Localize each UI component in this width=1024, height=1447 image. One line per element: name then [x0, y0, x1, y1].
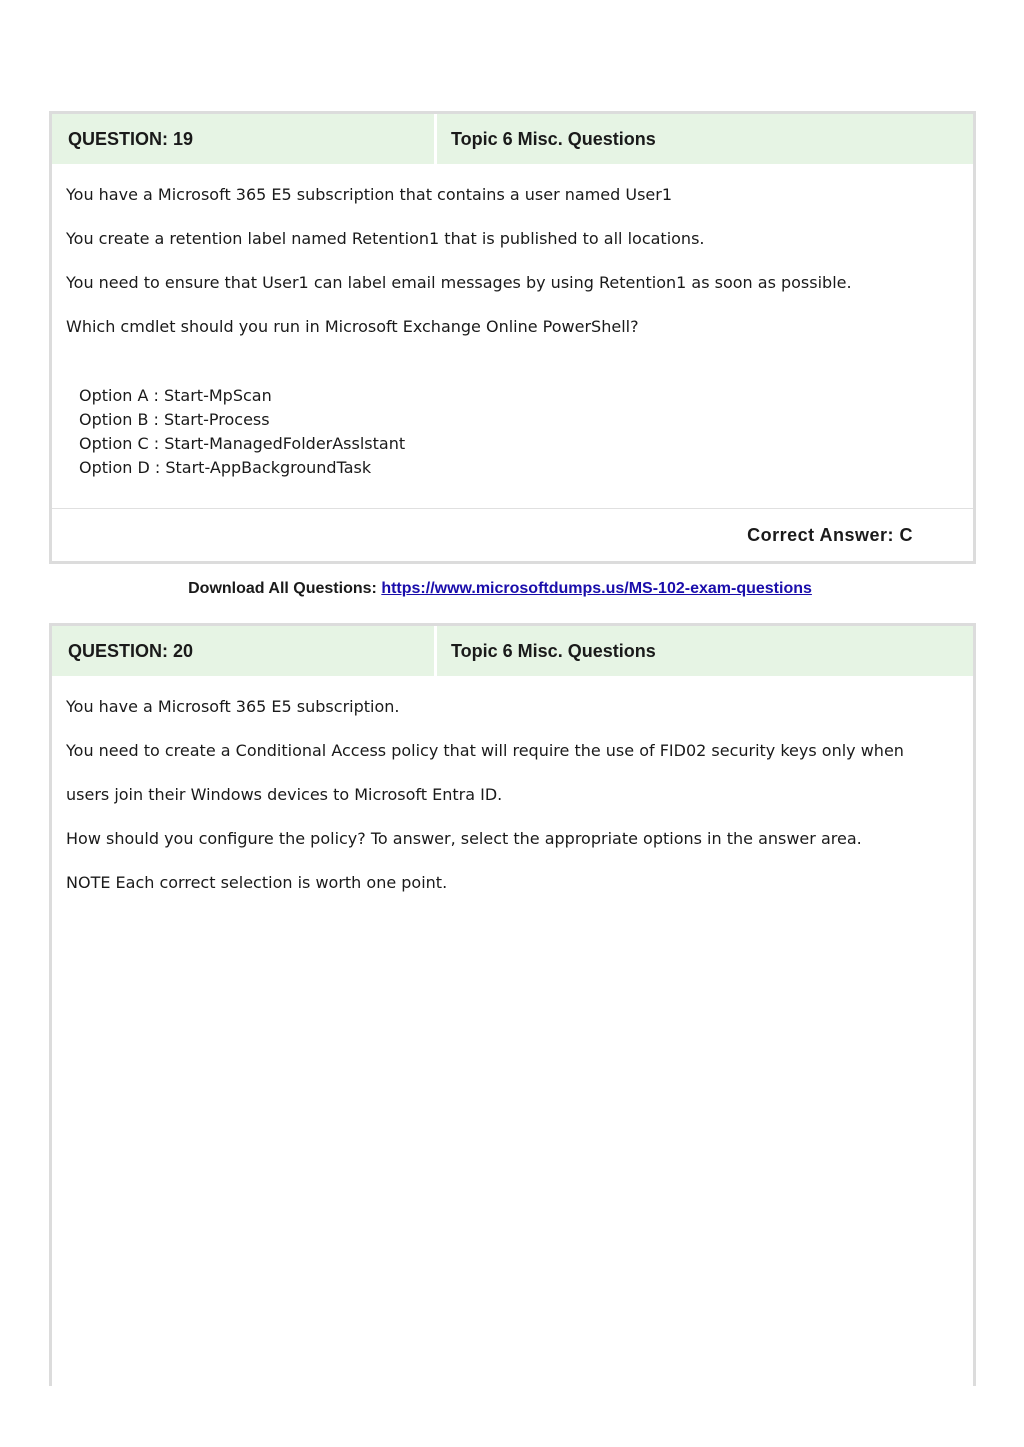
option-d: Option D : Start-AppBackgroundTask: [79, 458, 372, 477]
question-text: You create a retention label named Retention1 that is published to all locations.: [66, 229, 705, 248]
download-link[interactable]: https://www.microsoftdumps.us/MS-102-exam-questions: [381, 580, 812, 597]
question-card-20: [49, 623, 976, 1386]
question-text: NOTE Each correct selection is worth one point.: [66, 873, 448, 892]
question-text: Which cmdlet should you run in Microsoft Exchange Online PowerShell?: [66, 317, 639, 336]
option-b: Option B : Start-Process: [79, 410, 270, 429]
question-number: QUESTION: 19: [52, 114, 437, 164]
question-body: [52, 164, 973, 480]
question-card-19: [49, 111, 976, 564]
question-body: [52, 676, 973, 894]
correct-answer: Correct Answer: C: [747, 524, 913, 545]
question-text: How should you configure the policy? To answer, select the appropriate options in the answer area.: [66, 829, 862, 848]
download-label: Download All Questions:: [188, 580, 377, 597]
answer-bar: [52, 508, 973, 561]
question-topic: Topic 6 Misc. Questions: [451, 128, 656, 149]
question-text: users join their Windows devices to Microsoft Entra ID.: [66, 785, 503, 804]
question-header: [52, 626, 973, 676]
question-text: You have a Microsoft 365 E5 subscription.: [66, 697, 400, 716]
question-text: You have a Microsoft 365 E5 subscription that contains a user named User1: [66, 185, 673, 204]
question-topic: Topic 6 Misc. Questions: [451, 640, 656, 661]
question-text: You need to ensure that User1 can label email messages by using Retention1 as soon as possible.: [66, 273, 852, 292]
question-text: You need to create a Conditional Access policy that will require the use of FID02 security keys only when: [66, 741, 904, 760]
question-header: [52, 114, 973, 164]
option-a: Option A : Start-MpScan: [79, 386, 272, 405]
question-number: QUESTION: 20: [52, 626, 437, 676]
options-list: [66, 384, 959, 480]
option-c: Option C : Start-ManagedFolderAsslstant: [79, 434, 406, 453]
download-line: [0, 580, 1012, 598]
